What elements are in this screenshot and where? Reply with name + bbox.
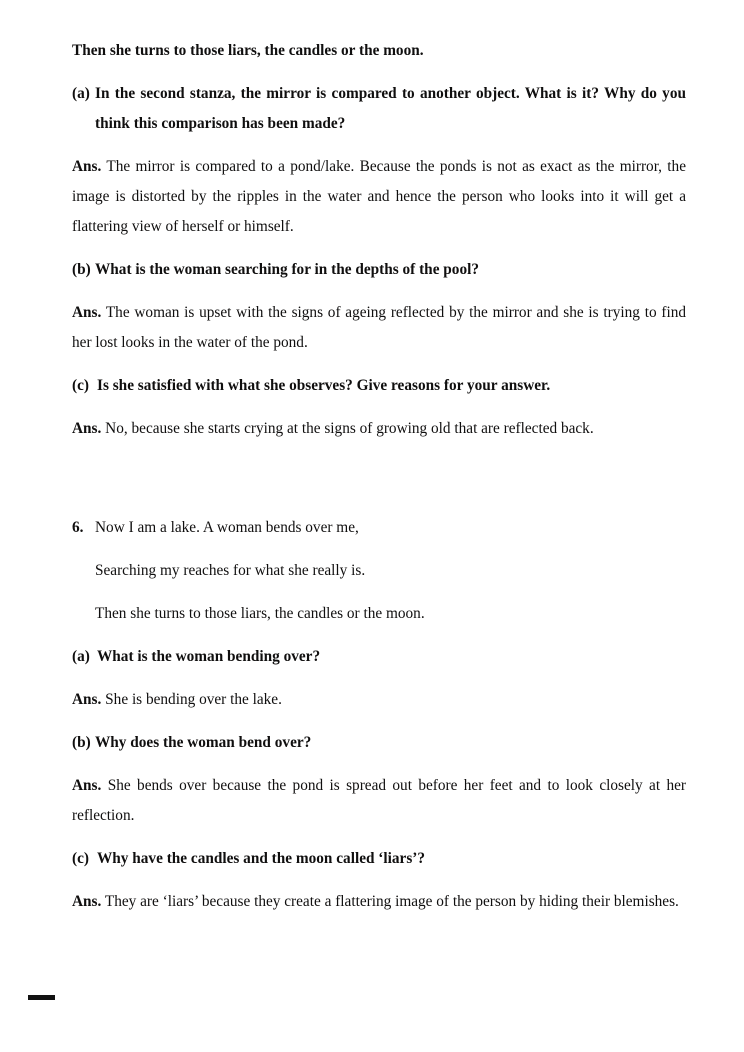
question-text: Is she satisfied with what she observes? Give reasons for your answer. xyxy=(97,377,551,394)
answer-label: Ans. xyxy=(72,158,102,175)
question-marker: (a) xyxy=(72,648,90,665)
answer-a-six xyxy=(72,685,686,715)
question-text: What is the woman searching for in the depths of the pool? xyxy=(95,261,480,278)
stanza-block xyxy=(95,513,686,629)
question-marker: (c) xyxy=(72,850,89,867)
question-b-six xyxy=(72,728,686,758)
question-marker: (b) xyxy=(72,261,91,278)
bottom-rule-mark xyxy=(28,995,55,1000)
answer-text: She bends over because the pond is spread out before her feet and to look closely at her reflection. xyxy=(72,777,686,824)
answer-text: The woman is upset with the signs of ageing reflected by the mirror and she is trying to find her lost looks in the water of the pond. xyxy=(72,304,686,351)
stanza-line: Then she turns to those liars, the candles or the moon. xyxy=(95,605,425,622)
question-marker: (a) xyxy=(72,85,90,102)
intro-quote-line: Then she turns to those liars, the candles or the moon. xyxy=(72,42,424,59)
answer-c-six xyxy=(72,887,686,917)
answer-a-first xyxy=(72,152,686,242)
answer-text: No, because she starts crying at the signs of growing old that are reflected back. xyxy=(101,420,594,437)
answer-text: The mirror is compared to a pond/lake. Because the ponds is not as exact as the mirror, the image is distorted by the ripples in the water and hence the person who looks into it will get a flattering view of herself or himself. xyxy=(72,158,686,235)
question-text: What is the woman bending over? xyxy=(97,648,321,665)
question-c-six xyxy=(72,844,686,874)
stanza-line: Searching my reaches for what she really is. xyxy=(95,562,366,579)
question-b-first xyxy=(72,255,686,285)
item-six xyxy=(72,513,686,629)
question-marker: (b) xyxy=(72,734,91,751)
answer-text: They are ‘liars’ because they create a flattering image of the person by hiding their blemishes. xyxy=(101,893,679,910)
question-text: Why have the candles and the moon called ‘liars’? xyxy=(97,850,426,867)
stanza-line: Now I am a lake. A woman bends over me, xyxy=(95,519,359,536)
question-text: Why does the woman bend over? xyxy=(95,734,312,751)
answer-label: Ans. xyxy=(72,691,102,708)
answer-label: Ans. xyxy=(72,420,102,437)
document-content xyxy=(72,36,686,930)
question-a-first xyxy=(72,79,686,139)
answer-c-first xyxy=(72,414,686,444)
item-number: 6. xyxy=(72,519,84,536)
question-marker: (c) xyxy=(72,377,89,394)
answer-label: Ans. xyxy=(72,893,102,910)
answer-label: Ans. xyxy=(72,777,102,794)
answer-text: She is bending over the lake. xyxy=(101,691,282,708)
answer-label: Ans. xyxy=(72,304,102,321)
answer-b-first xyxy=(72,298,686,358)
question-a-six xyxy=(72,642,686,672)
question-c-first xyxy=(72,371,686,401)
section-spacer xyxy=(72,457,686,513)
answer-b-six xyxy=(72,771,686,831)
stanza-spacer xyxy=(72,629,686,642)
question-text: In the second stanza, the mirror is compared to another object. What is it? Why do you think this comparison has been made? xyxy=(95,85,686,132)
